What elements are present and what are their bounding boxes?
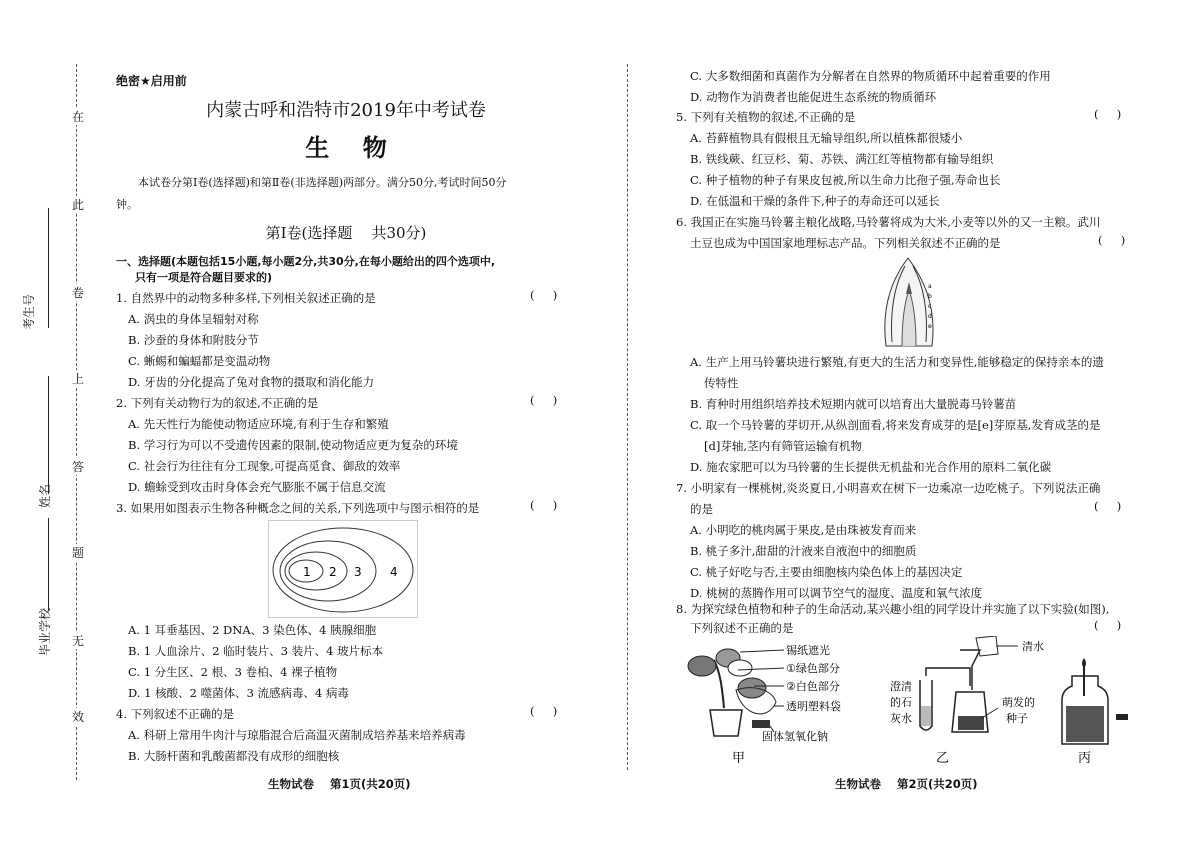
- bud-label-b: b: [928, 293, 932, 300]
- margin-char: 无: [72, 634, 85, 648]
- option-c-cont: [d]芽轴,茎内有筛管运输有机物: [704, 439, 862, 453]
- option-c: C. 社会行为往往有分工现象,可提高觅食、御敌的效率: [128, 459, 401, 473]
- option-a: A. 苔藓植物具有假根且无输导组织,所以植株都很矮小: [690, 131, 963, 145]
- name-line: [48, 376, 49, 494]
- answer-bracket: ( ): [1094, 618, 1122, 632]
- bud-label-d: d: [928, 313, 932, 320]
- label-lime-1: 澄清: [890, 680, 912, 693]
- question-stem: 6. 我国正在实施马铃薯主粮化战略,马铃薯将成为大米,小麦等以外的又一主粮。武川: [676, 215, 1101, 229]
- section-title: 第Ⅰ卷(选择题 共30分): [265, 224, 427, 242]
- instructions: 一、选择题(本题包括15小题,每小题2分,共30分,在每小题给出的四个选项中,: [116, 255, 496, 268]
- margin-char: 题: [72, 546, 85, 560]
- option-a: A. 生产上用马铃薯块进行繁殖,有更大的生活力和变异性,能够稳定的保持亲本的遗: [690, 355, 1104, 369]
- footer-left: 生物试卷 第1页(共20页): [268, 777, 411, 791]
- label-bag: 透明塑料袋: [786, 700, 841, 713]
- subject-title: 生 物: [305, 134, 387, 162]
- margin-char: 上: [72, 372, 85, 386]
- experiment-figure: [680, 636, 1140, 770]
- question-stem: 下列叙述不正确的是: [690, 621, 794, 635]
- option-c: C. 大多数细菌和真菌作为分解者在自然界的物质循环中起着重要的作用: [690, 69, 1051, 83]
- option-a: A. 小明吃的桃肉属于果皮,是由珠被发育而来: [690, 523, 917, 537]
- option-d: D. 在低温和干燥的条件下,种子的寿命还可以延长: [690, 194, 940, 208]
- option-d: D. 施农家肥可以为马铃薯的生长提供无机盐和光合作用的原料二氧化碳: [690, 460, 1052, 474]
- label-green-part: ①绿色部分: [786, 662, 840, 675]
- option-c: C. 蜥蜴和蝙蝠都是变温动物: [128, 354, 271, 368]
- option-b: B. 学习行为可以不受遗传因素的限制,使动物适应更为复杂的环境: [128, 438, 458, 452]
- footer-right: 生物试卷 第2页(共20页): [835, 777, 978, 791]
- option-d: D. 牙齿的分化提高了兔对食物的摄取和消化能力: [128, 375, 375, 389]
- option-c: C. 取一个马铃薯的芽切开,从纵剖面看,将来发育成芽的是[e]芽原基,发育成茎的是: [690, 418, 1101, 432]
- name-label: 姓名: [38, 483, 52, 508]
- option-a: A. 先天性行为能使动物适应环境,有利于生存和繁殖: [128, 417, 389, 431]
- option-d: D. 蟾蜍受到攻击时身体会充气膨胀不属于信息交流: [128, 480, 386, 494]
- margin-char: 答: [72, 460, 85, 474]
- secret-mark: 绝密★启用前: [116, 74, 187, 88]
- label-seeds-1: 萌发的: [1002, 696, 1035, 709]
- flower-pot: [710, 710, 742, 736]
- option-d: D. 动物作为消费者也能促进生态系统的物质循环: [690, 90, 937, 104]
- margin-char: 此: [72, 198, 85, 212]
- ellipse-2: [285, 552, 347, 590]
- answer-bracket: ( ): [1094, 107, 1122, 121]
- naoh-dish: [752, 720, 770, 728]
- nested-ellipse-diagram: [268, 520, 418, 618]
- setup-jia: [688, 643, 841, 766]
- answer-bracket: ( ): [1094, 499, 1122, 513]
- option-b: B. 沙蚕的身体和附肢分节: [128, 333, 259, 347]
- margin-char: 在: [72, 110, 85, 124]
- option-b: B. 育种时用组织培养技术短期内就可以培育出大量脱毒马铃薯苗: [690, 397, 1017, 411]
- setup-bing: [1062, 658, 1128, 766]
- plant-leaf: [688, 656, 716, 676]
- exam-number-label: 考生号: [22, 293, 36, 330]
- margin-char: 卷: [72, 286, 85, 300]
- potato-bud-diagram: [878, 254, 940, 350]
- option-c: C. 桃子好吃与否,主要由细胞核内染色体上的基因决定: [690, 565, 963, 579]
- option-b: B. 桃子多汁,甜甜的汁液来自液泡中的细胞质: [690, 544, 917, 558]
- exam-title: 内蒙古呼和浩特市2019年中考试卷: [206, 100, 486, 121]
- option-d: D. 1 核酸、2 噬菌体、3 流感病毒、4 病毒: [128, 686, 350, 700]
- label-bing: 丙: [1078, 751, 1092, 766]
- option-a: A. 1 耳垂基因、2 DNA、3 染色体、4 胰腺细胞: [128, 623, 377, 637]
- setup-yi: [890, 636, 1044, 766]
- label-water: 清水: [1022, 640, 1044, 653]
- option-a-cont: 传特性: [704, 376, 739, 390]
- answer-bracket: ( ): [530, 288, 558, 302]
- school-label: 毕业学校: [38, 607, 52, 656]
- bud-label-a: a: [928, 283, 932, 290]
- label-lime-3: 灰水: [890, 712, 912, 725]
- margin-char: 效: [72, 710, 85, 724]
- answer-bracket: ( ): [1098, 233, 1126, 247]
- question-stem: 3. 如果用如图表示生物各种概念之间的关系,下列选项中与图示相符的是: [116, 501, 480, 515]
- binding-line: [76, 64, 77, 780]
- candle-flame: [1082, 658, 1086, 668]
- water-beaker: [976, 636, 998, 656]
- label-foil: 锡纸遮光: [786, 644, 830, 657]
- option-a: A. 涡虫的身体呈辐射对称: [128, 312, 259, 326]
- option-a: A. 科研上常用牛肉汁与琼脂混合后高温灭菌制成培养基来培养病毒: [128, 728, 466, 742]
- question-stem: 7. 小明家有一棵桃树,炎炎夏日,小明喜欢在树下一边乘凉一边吃桃子。下列说法正确: [676, 481, 1101, 495]
- option-b: B. 铁线蕨、红豆杉、菊、苏铁、满江红等植物都有输导组织: [690, 152, 994, 166]
- leaf-foil: [728, 660, 752, 676]
- instructions: 只有一项是符合题目要求的): [135, 271, 273, 284]
- ellipse-label-2: 2: [329, 565, 337, 579]
- question-stem: 8. 为探究绿色植物和种子的生命活动,某兴趣小组的同学设计并实施了以下实验(如图),: [676, 602, 1110, 616]
- label-jia: 甲: [732, 751, 746, 766]
- option-b: B. 大肠杆菌和乳酸菌都没有成形的细胞核: [128, 749, 340, 763]
- jar-seeds: [1066, 706, 1104, 742]
- bud-label-e: e: [928, 323, 932, 330]
- intro-text: 钟。: [116, 198, 138, 211]
- question-stem: 4. 下列叙述不正确的是: [116, 707, 235, 721]
- school-line: [48, 518, 49, 610]
- answer-bracket: ( ): [530, 498, 558, 512]
- question-stem: 5. 下列有关植物的叙述,不正确的是: [676, 110, 856, 124]
- seeds: [958, 716, 984, 730]
- question-stem: 的是: [690, 502, 713, 516]
- intro-text: 本试卷分第Ⅰ卷(选择题)和第Ⅱ卷(非选择题)两部分。满分50分,考试时间50分: [138, 176, 507, 189]
- question-stem: 1. 自然界中的动物多种多样,下列相关叙述正确的是: [116, 291, 376, 305]
- question-stem: 2. 下列有关动物行为的叙述,不正确的是: [116, 396, 319, 410]
- bud-label-c: c: [928, 303, 932, 310]
- label-lime-2: 的石: [890, 696, 912, 709]
- ellipse-label-1: 1: [303, 565, 311, 579]
- lid-block: [1116, 714, 1128, 720]
- answer-bracket: ( ): [530, 393, 558, 407]
- label-seeds-2: 种子: [1006, 712, 1028, 725]
- question-stem: 土豆也成为中国国家地理标志产品。下列相关叙述不正确的是: [690, 236, 1001, 250]
- label-naoh: 固体氢氧化钠: [762, 730, 828, 743]
- ellipse-label-3: 3: [354, 565, 362, 579]
- page-divider: [627, 64, 628, 770]
- option-b: B. 1 人血涂片、2 临时装片、3 装片、4 玻片标本: [128, 644, 384, 658]
- ellipse-label-4: 4: [390, 565, 398, 579]
- label-white-part: ②白色部分: [786, 680, 840, 693]
- option-c: C. 种子植物的种子有果皮包被,所以生命力比孢子强,寿命也长: [690, 173, 1001, 187]
- label-yi: 乙: [936, 751, 950, 766]
- answer-bracket: ( ): [530, 704, 558, 718]
- option-d: D. 桃树的蒸腾作用可以调节空气的湿度、温度和氧气浓度: [690, 586, 983, 600]
- option-c: C. 1 分生区、2 根、3 卷柏、4 裸子植物: [128, 665, 338, 679]
